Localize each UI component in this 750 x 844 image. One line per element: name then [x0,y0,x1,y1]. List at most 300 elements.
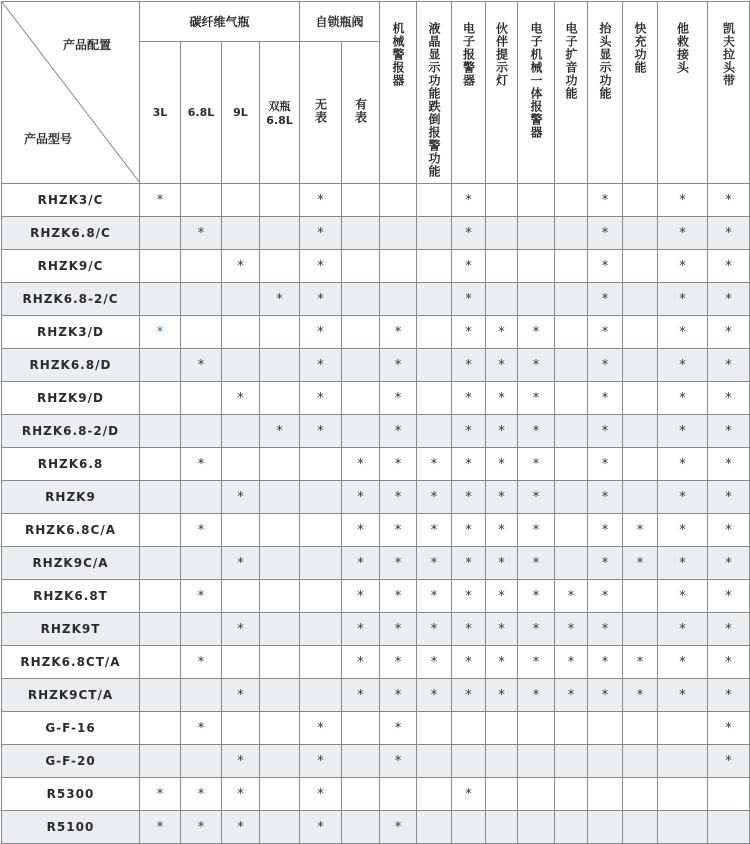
feature-mark: * [708,184,750,217]
model-cell: RHZK3/D [2,316,140,349]
empty-cell [708,811,750,844]
feature-mark: * [222,778,260,811]
feature-mark: * [342,580,380,613]
feature-mark: * [300,382,342,415]
feature-mark: * [555,646,588,679]
empty-cell [140,217,181,250]
feature-mark: * [588,613,623,646]
empty-cell [222,316,260,349]
feature-mark: * [555,613,588,646]
empty-cell [623,217,658,250]
feature-mark: * [380,448,417,481]
feature-mark: * [588,382,623,415]
empty-cell [300,580,342,613]
feature-mark: * [140,811,181,844]
diagonal-divider [2,2,140,183]
feature-mark: * [658,514,708,547]
empty-cell [555,514,588,547]
empty-cell [486,184,518,217]
model-cell: RHZK6.8 [2,448,140,481]
feature-mark: * [658,217,708,250]
empty-cell [300,679,342,712]
col-bottle-6-8l: 6.8L [181,42,222,184]
empty-cell [518,250,555,283]
feature-mark: * [300,745,342,778]
col-valve-gauge: 有表 [342,42,380,184]
feature-mark: * [140,184,181,217]
empty-cell [300,448,342,481]
col-elec-mech-alarm: 电子机械一体报警器 [518,2,555,184]
empty-cell [181,745,222,778]
model-cell: RHZK9CT/A [2,679,140,712]
empty-cell [518,184,555,217]
feature-mark: * [342,646,380,679]
col-quick-fill: 快充功能 [623,2,658,184]
feature-mark: * [658,184,708,217]
empty-cell [300,547,342,580]
table-row [2,613,750,646]
feature-mark: * [380,613,417,646]
feature-mark: * [417,514,452,547]
feature-mark: * [518,382,555,415]
feature-mark: * [380,316,417,349]
model-cell: RHZK9/D [2,382,140,415]
feature-mark: * [342,481,380,514]
empty-cell [260,514,300,547]
feature-mark: * [380,514,417,547]
table-row [2,349,750,382]
table-row [2,415,750,448]
empty-cell [555,184,588,217]
empty-cell [300,646,342,679]
empty-cell [140,481,181,514]
feature-mark: * [380,679,417,712]
feature-mark: * [588,514,623,547]
feature-mark: * [342,514,380,547]
empty-cell [555,316,588,349]
empty-cell [380,778,417,811]
table-row [2,712,750,745]
table-row [2,316,750,349]
empty-cell [555,448,588,481]
feature-mark: * [708,580,750,613]
table-row [2,745,750,778]
feature-mark: * [181,811,222,844]
feature-mark: * [417,613,452,646]
feature-mark: * [708,415,750,448]
empty-cell [486,811,518,844]
empty-cell [260,679,300,712]
empty-cell [555,712,588,745]
feature-mark: * [222,481,260,514]
empty-cell [181,613,222,646]
feature-mark: * [658,679,708,712]
feature-mark: * [300,811,342,844]
empty-cell [588,778,623,811]
col-kevlar-strap: 凯夫拉头带 [708,2,750,184]
feature-mark: * [658,580,708,613]
feature-mark: * [452,184,486,217]
empty-cell [658,811,708,844]
feature-mark: * [518,481,555,514]
group-carbon-bottle: 碳纤维气瓶 [140,2,300,42]
group-self-lock-valve: 自锁瓶阀 [300,2,380,42]
feature-mark: * [623,646,658,679]
feature-mark: * [222,547,260,580]
table-row [2,646,750,679]
empty-cell [417,712,452,745]
empty-cell [260,613,300,646]
empty-cell [623,448,658,481]
empty-cell [708,778,750,811]
product-model-label: 产品型号 [24,132,73,146]
empty-cell [140,712,181,745]
feature-mark: * [588,580,623,613]
feature-mark: * [486,547,518,580]
empty-cell [181,184,222,217]
empty-cell [300,481,342,514]
empty-cell [623,778,658,811]
product-config-label: 产品配置 [62,38,111,52]
empty-cell [342,250,380,283]
feature-mark: * [486,613,518,646]
header-corner-cell [2,2,140,184]
feature-mark: * [518,679,555,712]
empty-cell [555,481,588,514]
empty-cell [222,514,260,547]
table-row [2,778,750,811]
feature-mark: * [452,613,486,646]
feature-mark: * [417,448,452,481]
feature-mark: * [708,448,750,481]
feature-mark: * [300,712,342,745]
feature-mark: * [555,679,588,712]
empty-cell [181,415,222,448]
empty-cell [181,250,222,283]
feature-mark: * [181,514,222,547]
feature-mark: * [452,250,486,283]
feature-mark: * [518,613,555,646]
feature-mark: * [380,415,417,448]
model-cell: RHZK6.8/D [2,349,140,382]
model-cell: RHZK6.8-2/D [2,415,140,448]
feature-mark: * [486,448,518,481]
feature-mark: * [588,679,623,712]
feature-mark: * [452,580,486,613]
empty-cell [417,250,452,283]
feature-mark: * [452,514,486,547]
empty-cell [518,811,555,844]
table-row [2,382,750,415]
feature-mark: * [222,745,260,778]
model-cell: RHZK9/C [2,250,140,283]
feature-mark: * [658,283,708,316]
feature-mark: * [380,382,417,415]
empty-cell [380,283,417,316]
table-row [2,448,750,481]
feature-mark: * [708,547,750,580]
model-cell: RHZK9C/A [2,547,140,580]
feature-mark: * [588,283,623,316]
feature-mark: * [342,679,380,712]
feature-mark: * [708,316,750,349]
feature-mark: * [222,811,260,844]
feature-mark: * [380,712,417,745]
feature-mark: * [342,613,380,646]
empty-cell [181,547,222,580]
model-cell: RHZK6.8CT/A [2,646,140,679]
feature-mark: * [658,349,708,382]
empty-cell [222,217,260,250]
empty-cell [260,217,300,250]
empty-cell [260,382,300,415]
empty-cell [486,745,518,778]
feature-mark: * [452,316,486,349]
feature-mark: * [452,217,486,250]
empty-cell [260,580,300,613]
feature-mark: * [222,613,260,646]
empty-cell [623,415,658,448]
empty-cell [555,547,588,580]
empty-cell [623,481,658,514]
col-buddy-light: 伙伴提示灯 [486,2,518,184]
empty-cell [623,250,658,283]
empty-cell [486,712,518,745]
model-cell: RHZK6.8/C [2,217,140,250]
feature-mark: * [452,547,486,580]
feature-mark: * [140,778,181,811]
feature-mark: * [342,547,380,580]
feature-mark: * [708,217,750,250]
feature-mark: * [486,646,518,679]
feature-mark: * [658,613,708,646]
feature-mark: * [380,646,417,679]
empty-cell [260,646,300,679]
feature-mark: * [222,382,260,415]
feature-mark: * [486,580,518,613]
feature-mark: * [518,448,555,481]
empty-cell [342,382,380,415]
empty-cell [260,316,300,349]
empty-cell [181,283,222,316]
feature-mark: * [181,712,222,745]
empty-cell [260,448,300,481]
feature-mark: * [588,184,623,217]
empty-cell [342,184,380,217]
empty-cell [452,745,486,778]
model-cell: RHZK6.8C/A [2,514,140,547]
feature-mark: * [658,481,708,514]
feature-mark: * [708,349,750,382]
feature-mark: * [486,679,518,712]
empty-cell [342,811,380,844]
empty-cell [181,481,222,514]
col-bottle-3l: 3L [140,42,181,184]
feature-mark: * [588,316,623,349]
empty-cell [260,745,300,778]
table-row [2,811,750,844]
empty-cell [260,778,300,811]
empty-cell [417,283,452,316]
feature-mark: * [380,481,417,514]
empty-cell [486,778,518,811]
empty-cell [486,283,518,316]
feature-mark: * [260,283,300,316]
feature-mark: * [486,316,518,349]
feature-mark: * [417,481,452,514]
empty-cell [623,349,658,382]
empty-cell [417,382,452,415]
feature-mark: * [380,349,417,382]
feature-mark: * [417,679,452,712]
feature-mark: * [588,547,623,580]
feature-mark: * [300,217,342,250]
empty-cell [260,712,300,745]
empty-cell [658,745,708,778]
feature-mark: * [140,316,181,349]
empty-cell [260,184,300,217]
model-cell: G-F-16 [2,712,140,745]
empty-cell [417,778,452,811]
empty-cell [518,283,555,316]
feature-mark: * [658,316,708,349]
feature-mark: * [658,547,708,580]
empty-cell [555,415,588,448]
col-valve-no-gauge: 无表 [300,42,342,184]
empty-cell [181,382,222,415]
feature-mark: * [588,415,623,448]
empty-cell [380,184,417,217]
empty-cell [222,415,260,448]
empty-cell [518,778,555,811]
feature-mark: * [708,712,750,745]
feature-mark: * [300,349,342,382]
feature-mark: * [518,316,555,349]
empty-cell [260,349,300,382]
empty-cell [417,184,452,217]
empty-cell [260,250,300,283]
empty-cell [417,316,452,349]
col-lcd-fall-alarm: 液晶显示功能跌倒报警功能 [417,2,452,184]
empty-cell [222,580,260,613]
model-cell: R5300 [2,778,140,811]
empty-cell [140,250,181,283]
empty-cell [260,811,300,844]
feature-mark: * [518,580,555,613]
feature-mark: * [222,679,260,712]
empty-cell [555,382,588,415]
model-cell: RHZK3/C [2,184,140,217]
col-bottle-double: 双瓶 6.8L [260,42,300,184]
empty-cell [518,712,555,745]
feature-mark: * [588,349,623,382]
empty-cell [140,580,181,613]
empty-cell [342,712,380,745]
model-cell: RHZK9T [2,613,140,646]
table-row [2,283,750,316]
feature-mark: * [181,349,222,382]
feature-mark: * [658,250,708,283]
product-config-table [1,1,750,844]
table-row [2,184,750,217]
feature-mark: * [417,547,452,580]
feature-mark: * [181,217,222,250]
feature-mark: * [300,250,342,283]
feature-mark: * [452,283,486,316]
feature-mark: * [380,547,417,580]
feature-mark: * [380,811,417,844]
empty-cell [342,316,380,349]
empty-cell [222,448,260,481]
empty-cell [452,811,486,844]
feature-mark: * [380,745,417,778]
feature-mark: * [518,514,555,547]
empty-cell [623,382,658,415]
empty-cell [658,778,708,811]
empty-cell [623,712,658,745]
empty-cell [181,679,222,712]
feature-mark: * [623,547,658,580]
empty-cell [623,580,658,613]
empty-cell [417,811,452,844]
feature-mark: * [222,250,260,283]
col-mech-alarm: 机械警报器 [380,2,417,184]
feature-mark: * [518,646,555,679]
empty-cell [260,547,300,580]
empty-cell [417,415,452,448]
feature-mark: * [300,184,342,217]
empty-cell [380,217,417,250]
feature-mark: * [342,448,380,481]
empty-cell [342,217,380,250]
model-cell: RHZK9 [2,481,140,514]
empty-cell [342,415,380,448]
table-row [2,679,750,712]
empty-cell [417,217,452,250]
feature-mark: * [708,613,750,646]
empty-cell [623,283,658,316]
empty-cell [486,250,518,283]
empty-cell [518,745,555,778]
empty-cell [623,745,658,778]
feature-mark: * [708,679,750,712]
feature-mark: * [708,514,750,547]
feature-mark: * [588,448,623,481]
empty-cell [555,283,588,316]
feature-mark: * [181,448,222,481]
col-elec-voice: 电子扩音功能 [555,2,588,184]
empty-cell [623,613,658,646]
empty-cell [140,382,181,415]
empty-cell [140,514,181,547]
model-cell: R5100 [2,811,140,844]
feature-mark: * [181,580,222,613]
col-hud: 抬头显示功能 [588,2,623,184]
empty-cell [555,778,588,811]
feature-mark: * [260,415,300,448]
feature-mark: * [486,481,518,514]
empty-cell [342,778,380,811]
empty-cell [140,349,181,382]
empty-cell [623,811,658,844]
feature-mark: * [452,448,486,481]
empty-cell [342,349,380,382]
feature-mark: * [452,778,486,811]
feature-mark: * [658,415,708,448]
empty-cell [222,349,260,382]
feature-mark: * [555,580,588,613]
empty-cell [181,316,222,349]
